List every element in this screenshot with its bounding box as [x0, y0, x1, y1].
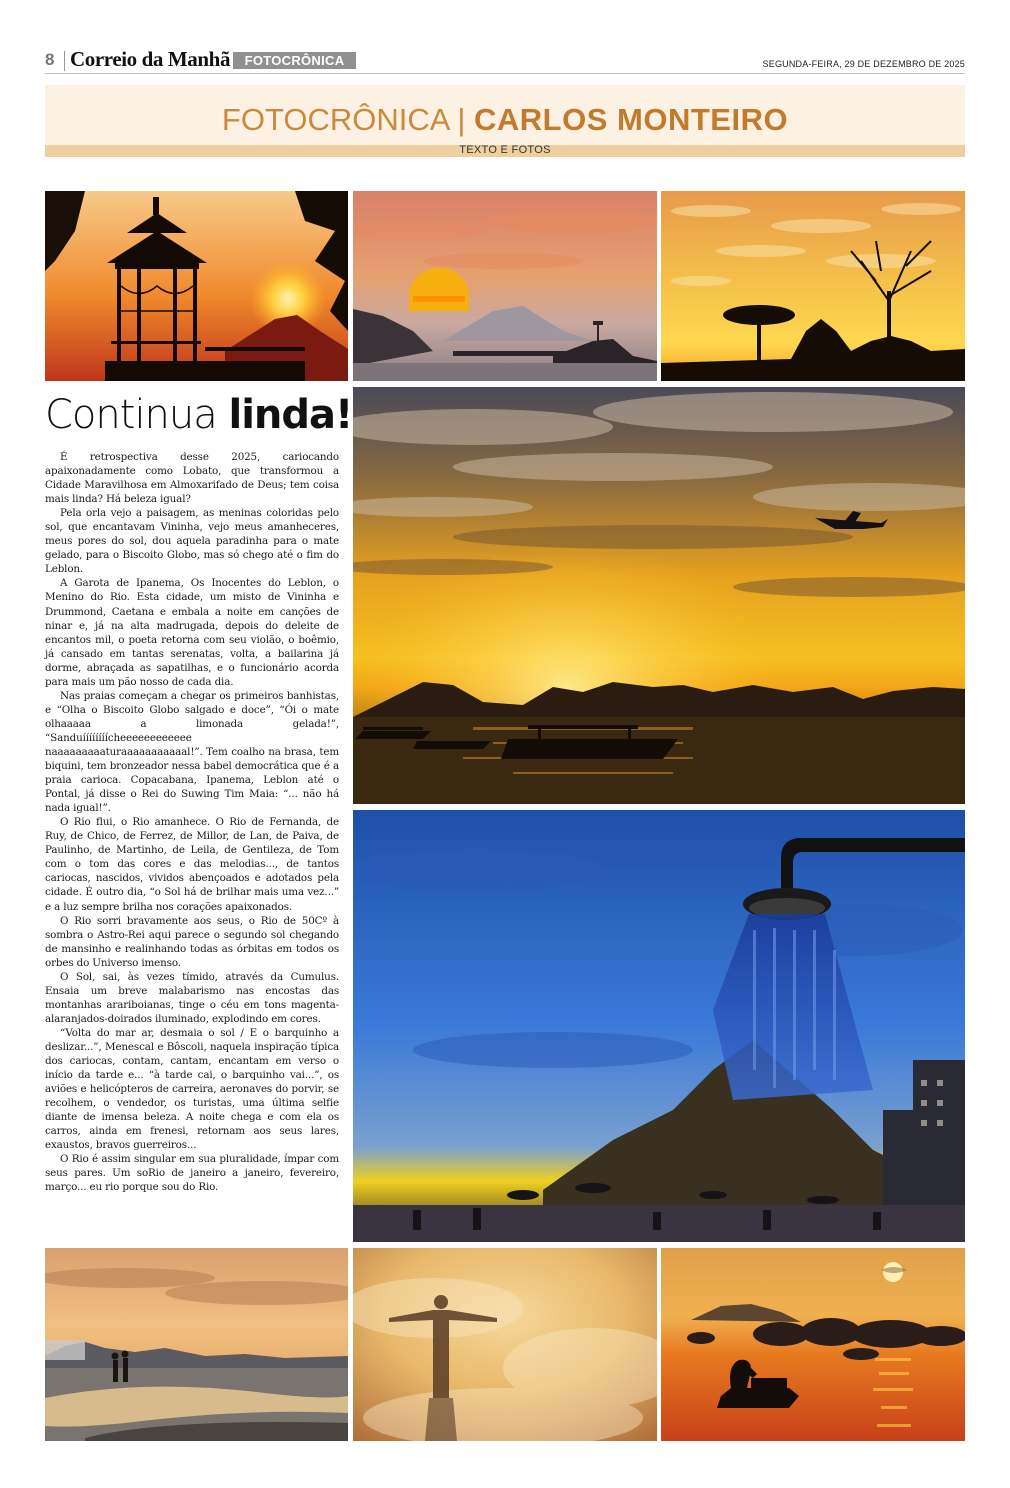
- header-divider: [64, 51, 65, 71]
- headline: [45, 392, 353, 438]
- banner-separator: |: [457, 102, 466, 137]
- article-paragraph: Pela orla vejo a paisagem, as meninas coloridas pelo sol, que encantavam Vininha, vejo meus amanheceres, meus pores do sol, dou aquela paradinha para o mate gelado, para o Biscoito Globo, mas só chego até o fim do Leblon.: [45, 507, 339, 576]
- couple-beach-photo: [45, 1248, 348, 1441]
- sun-over-sea-photo: [353, 191, 657, 381]
- article-paragraph: “Volta do mar ar, desmaia o sol / E o barquinho a deslizar...”, Menescal e Bôscoli, naquela inspiração típica dos cariocas, contam, cantam, encantam em verso o início da tarde e... “à tarde cai, o barquinho vai...”, os aviões e helicópteros de carreira, aeronaves do porvir, se recolhem, o vendedor, os turistas, uma última selfie diante de imensa beleza. A noite chega e com ela os carros, ainda em frenesi, retornam aos seus lares, exaustos, bravos guerreiros...: [45, 1026, 339, 1152]
- article-paragraph: Nas praias começam a chegar os primeiros banhistas, e “Olha o Biscoito Globo salgado e doce”, “Ói o mate olhaaaaa a limonada gelada!”, “Sanduíííííííícheeeeeeeeeeee naaaaaaaaaturaaaaaaaaaaal!”. Tem coalho na brasa, tem biquini, tem bronzeador nessa babel democrática que é a praia carioca. Copacabana, Ipanema, Leblon até o Pontal, já disse o Rei do Suwing Tim Maia: “... não há nada igual!”.: [45, 689, 339, 815]
- banner-title: [0, 102, 1010, 138]
- sugarloaf-silhouette-photo: [661, 191, 965, 381]
- article-paragraph: O Rio sorri bravamente aos seus, o Rio de 50Cº à sombra o Astro-Rei aqui parece o segundo sol chegando de mansinho e realinhando todas as órbitas em todos os orbes do Universo imenso.: [45, 914, 339, 969]
- masthead: Correio da Manhã: [70, 47, 231, 71]
- article-paragraph: O Rio flui, o Rio amanhece. O Rio de Fernanda, de Ruy, de Chico, de Ferrez, de Millor, de Lan, de Paiva, de Paulinho, de Martinho, de Leila, de Gentileza, de Tom com o tom das cores e das melodias..., de tantos cariocas, nascidos, vividos abençoados e adotados pela cidade. É outro dia, “o Sol há de brilhar mais uma vez...” e a luz sempre brilha nos corações apaixonados.: [45, 816, 339, 913]
- author-name: CARLOS MONTEIRO: [474, 102, 789, 137]
- christ-redeemer-photo: [353, 1248, 657, 1441]
- section-tag: FOTOCRÔNICA: [233, 52, 356, 69]
- dateline: SEGUNDA-FEIRA, 29 DE DEZEMBRO DE 2025: [762, 59, 965, 69]
- photo-credit: TEXTO E FOTOS: [459, 144, 551, 156]
- page-number: 8: [45, 50, 55, 69]
- article-body: [45, 450, 339, 1194]
- swan-boat-sunset-photo: [661, 1248, 965, 1441]
- running-header: [45, 48, 965, 74]
- banner-section: FOTOCRÔNICA: [221, 102, 449, 137]
- headline-bold: linda!: [228, 392, 353, 438]
- boat-airplane-sunset-photo: [353, 387, 965, 804]
- article-paragraph: A Garota de Ipanema, Os Inocentes do Leblon, o Menino do Rio. Esta cidade, um misto de Vininha e Drummond, Caetana e embala a noite em canções de ninar e, já na alta madrugada, depois do deleite de encantos mil, o poeta retorna com seu violão, o boêmio, já cansado em tantas serenatas, volta, a bailarina já dorme, abraçada as sapatilhas, e o funcionário acorda para mais um pão nosso de cada dia.: [45, 577, 339, 688]
- gazebo-sunset-photo: [45, 191, 348, 381]
- article-paragraph: O Rio é assim singular em sua pluralidade, ímpar com seus pares. Um soRio de janeiro a janeiro, fevereiro, março... eu rio porque sou do Rio.: [45, 1153, 339, 1194]
- headline-light: Continua: [45, 392, 217, 438]
- beach-shower-photo: [353, 810, 965, 1242]
- article-paragraph: É retrospectiva desse 2025, cariocando apaixonadamente como Lobato, que transformou a Cidade Maravilhosa em Almoxarifado de Deus; tem coisa mais linda? Há beleza igual?: [45, 451, 339, 506]
- article-paragraph: O Sol, sai, às vezes tímido, através da Cumulus. Ensaia um breve malabarismo nas encostas das montanhas arariboianas, tinge o céu em tons magenta-alaranjados-doirados iluminado, explodindo em cores.: [45, 970, 339, 1025]
